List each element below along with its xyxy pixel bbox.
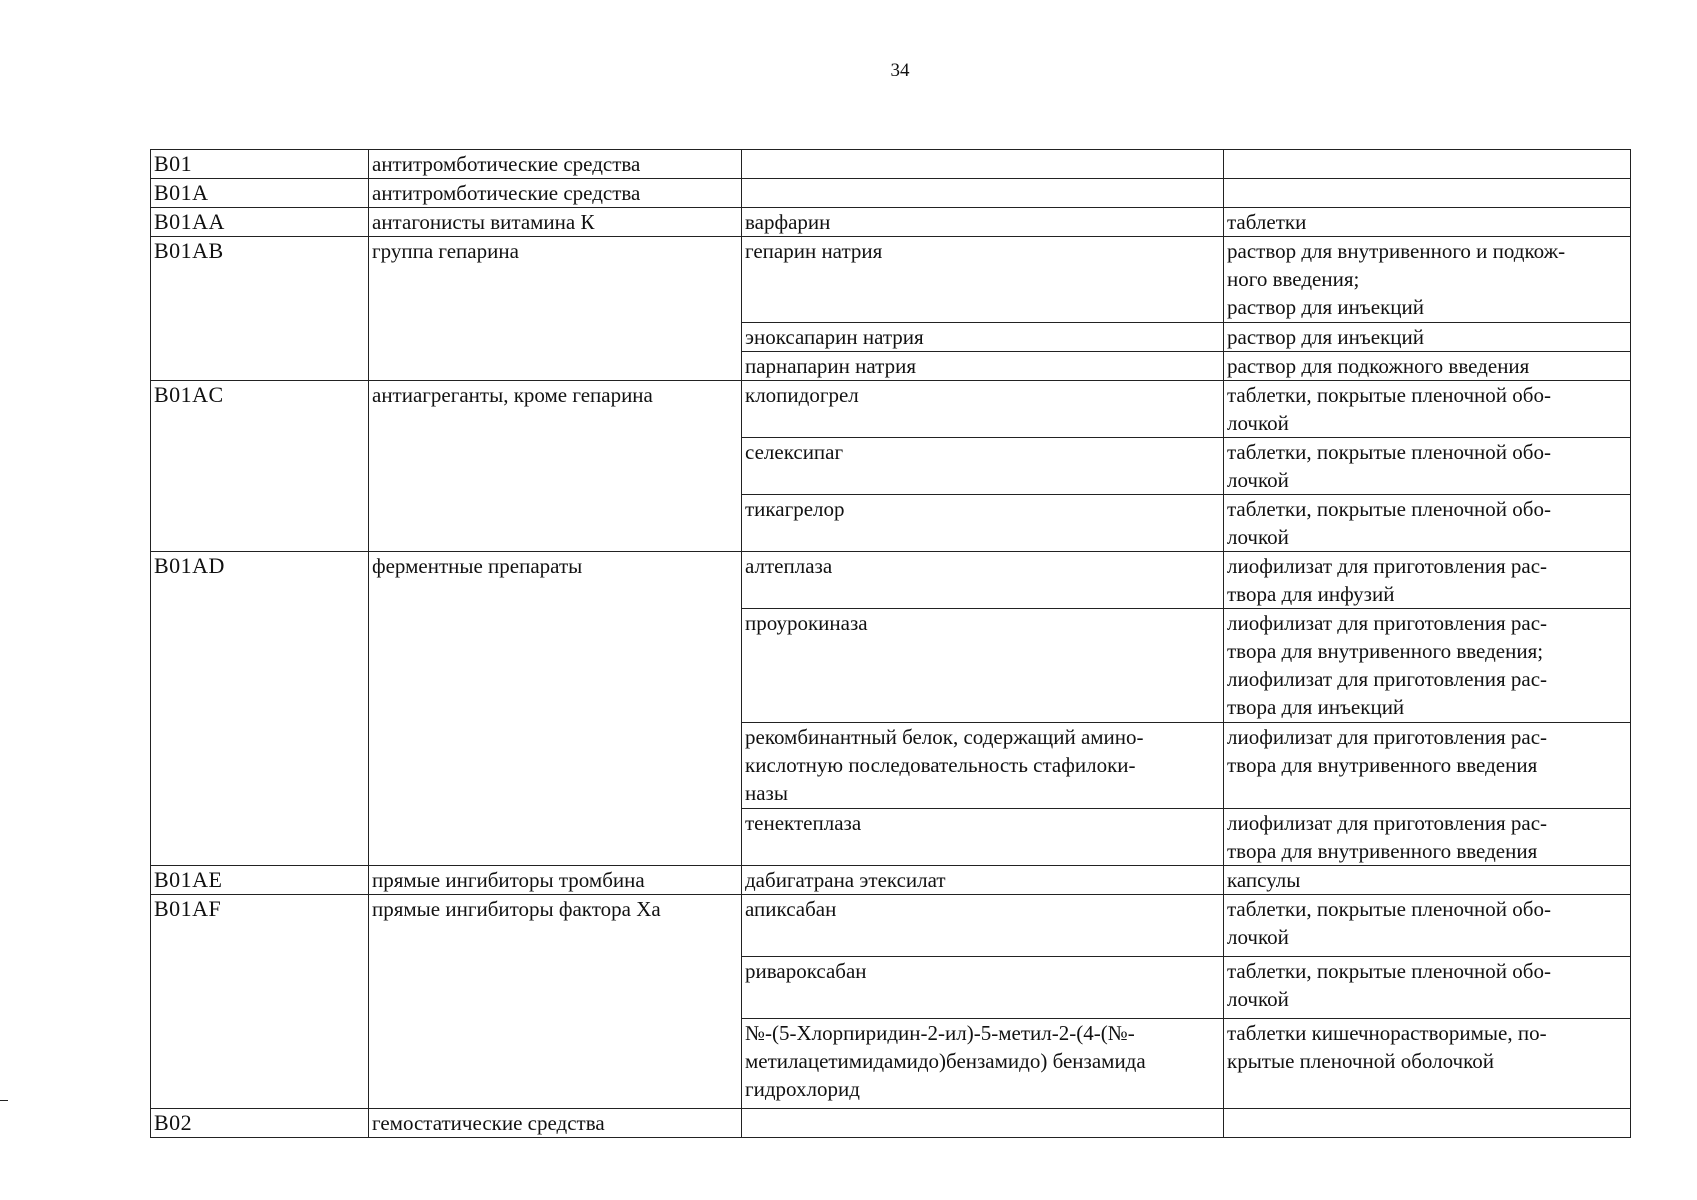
atc-code-cell: B01AB (151, 237, 369, 381)
drug-name-cell (742, 1109, 1224, 1138)
drug-name-cell: гепарин натрия (742, 237, 1224, 323)
table-row (151, 895, 1631, 957)
dosage-form-cell: таблетки, покрытые пленочной обо- лочкой (1224, 957, 1631, 1019)
atc-code-cell: B02 (151, 1109, 369, 1138)
atc-code-cell: B01AA (151, 208, 369, 237)
drug-table (150, 149, 1631, 1138)
drug-name-cell: парнапарин натрия (742, 352, 1224, 381)
group-cell: антитромботические средства (369, 150, 742, 179)
dosage-form-cell: раствор для подкожного введения (1224, 352, 1631, 381)
drug-name-cell: клопидогрел (742, 381, 1224, 438)
drug-name-cell: варфарин (742, 208, 1224, 237)
drug-name-cell: тенектеплаза (742, 809, 1224, 866)
atc-code-cell: B01AE (151, 866, 369, 895)
drug-name-cell: ривароксабан (742, 957, 1224, 1019)
margin-mark (0, 1100, 8, 1101)
table-row (151, 866, 1631, 895)
table-row (151, 552, 1631, 609)
dosage-form-cell: лиофилизат для приготовления рас- твора для внутривенного введения; лиофилизат для приготовления рас- твора для инъекций (1224, 609, 1631, 723)
atc-code-cell: B01AC (151, 381, 369, 552)
dosage-form-cell: таблетки (1224, 208, 1631, 237)
atc-code-cell: B01AF (151, 895, 369, 1109)
dosage-form-cell: лиофилизат для приготовления рас- твора для внутривенного введения (1224, 723, 1631, 809)
table-row (151, 1109, 1631, 1138)
drug-name-cell: эноксапарин натрия (742, 323, 1224, 352)
drug-name-cell (742, 179, 1224, 208)
table-row (151, 237, 1631, 323)
table-row (151, 179, 1631, 208)
atc-code-cell: B01A (151, 179, 369, 208)
group-cell: прямые ингибиторы фактора Ха (369, 895, 742, 1109)
drug-name-cell: селексипаг (742, 438, 1224, 495)
dosage-form-cell: таблетки кишечнорастворимые, по- крытые пленочной оболочкой (1224, 1019, 1631, 1109)
atc-code-cell: B01 (151, 150, 369, 179)
drug-name-cell (742, 150, 1224, 179)
drug-name-cell: тикагрелор (742, 495, 1224, 552)
table-row (151, 381, 1631, 438)
group-cell: группа гепарина (369, 237, 742, 381)
drug-name-cell: рекомбинантный белок, содержащий амино- кислотную последовательность стафилоки- назы (742, 723, 1224, 809)
group-cell: антагонисты витамина К (369, 208, 742, 237)
page-number: 34 (890, 60, 910, 81)
dosage-form-cell: таблетки, покрытые пленочной обо- лочкой (1224, 895, 1631, 957)
group-cell: антиагреганты, кроме гепарина (369, 381, 742, 552)
drug-name-cell: алтеплаза (742, 552, 1224, 609)
dosage-form-cell: раствор для внутривенного и подкож- ного введения; раствор для инъекций (1224, 237, 1631, 323)
dosage-form-cell: лиофилизат для приготовления рас- твора для внутривенного введения (1224, 809, 1631, 866)
drug-name-cell: №-(5-Хлорпиридин-2-ил)-5-метил-2-(4-(№- метилацетимидамидо)бензамидо) бензамида гидрохлорид (742, 1019, 1224, 1109)
table-row (151, 150, 1631, 179)
drug-name-cell: апиксабан (742, 895, 1224, 957)
dosage-form-cell (1224, 150, 1631, 179)
drug-name-cell: проурокиназа (742, 609, 1224, 723)
dosage-form-cell: раствор для инъекций (1224, 323, 1631, 352)
dosage-form-cell: таблетки, покрытые пленочной обо- лочкой (1224, 438, 1631, 495)
dosage-form-cell: таблетки, покрытые пленочной обо- лочкой (1224, 381, 1631, 438)
dosage-form-cell (1224, 179, 1631, 208)
table-row (151, 208, 1631, 237)
drug-name-cell: дабигатрана этексилат (742, 866, 1224, 895)
atc-code-cell: B01AD (151, 552, 369, 866)
group-cell: гемостатические средства (369, 1109, 742, 1138)
dosage-form-cell: капсулы (1224, 866, 1631, 895)
group-cell: ферментные препараты (369, 552, 742, 866)
dosage-form-cell: таблетки, покрытые пленочной обо- лочкой (1224, 495, 1631, 552)
dosage-form-cell (1224, 1109, 1631, 1138)
group-cell: антитромботические средства (369, 179, 742, 208)
group-cell: прямые ингибиторы тромбина (369, 866, 742, 895)
dosage-form-cell: лиофилизат для приготовления рас- твора для инфузий (1224, 552, 1631, 609)
